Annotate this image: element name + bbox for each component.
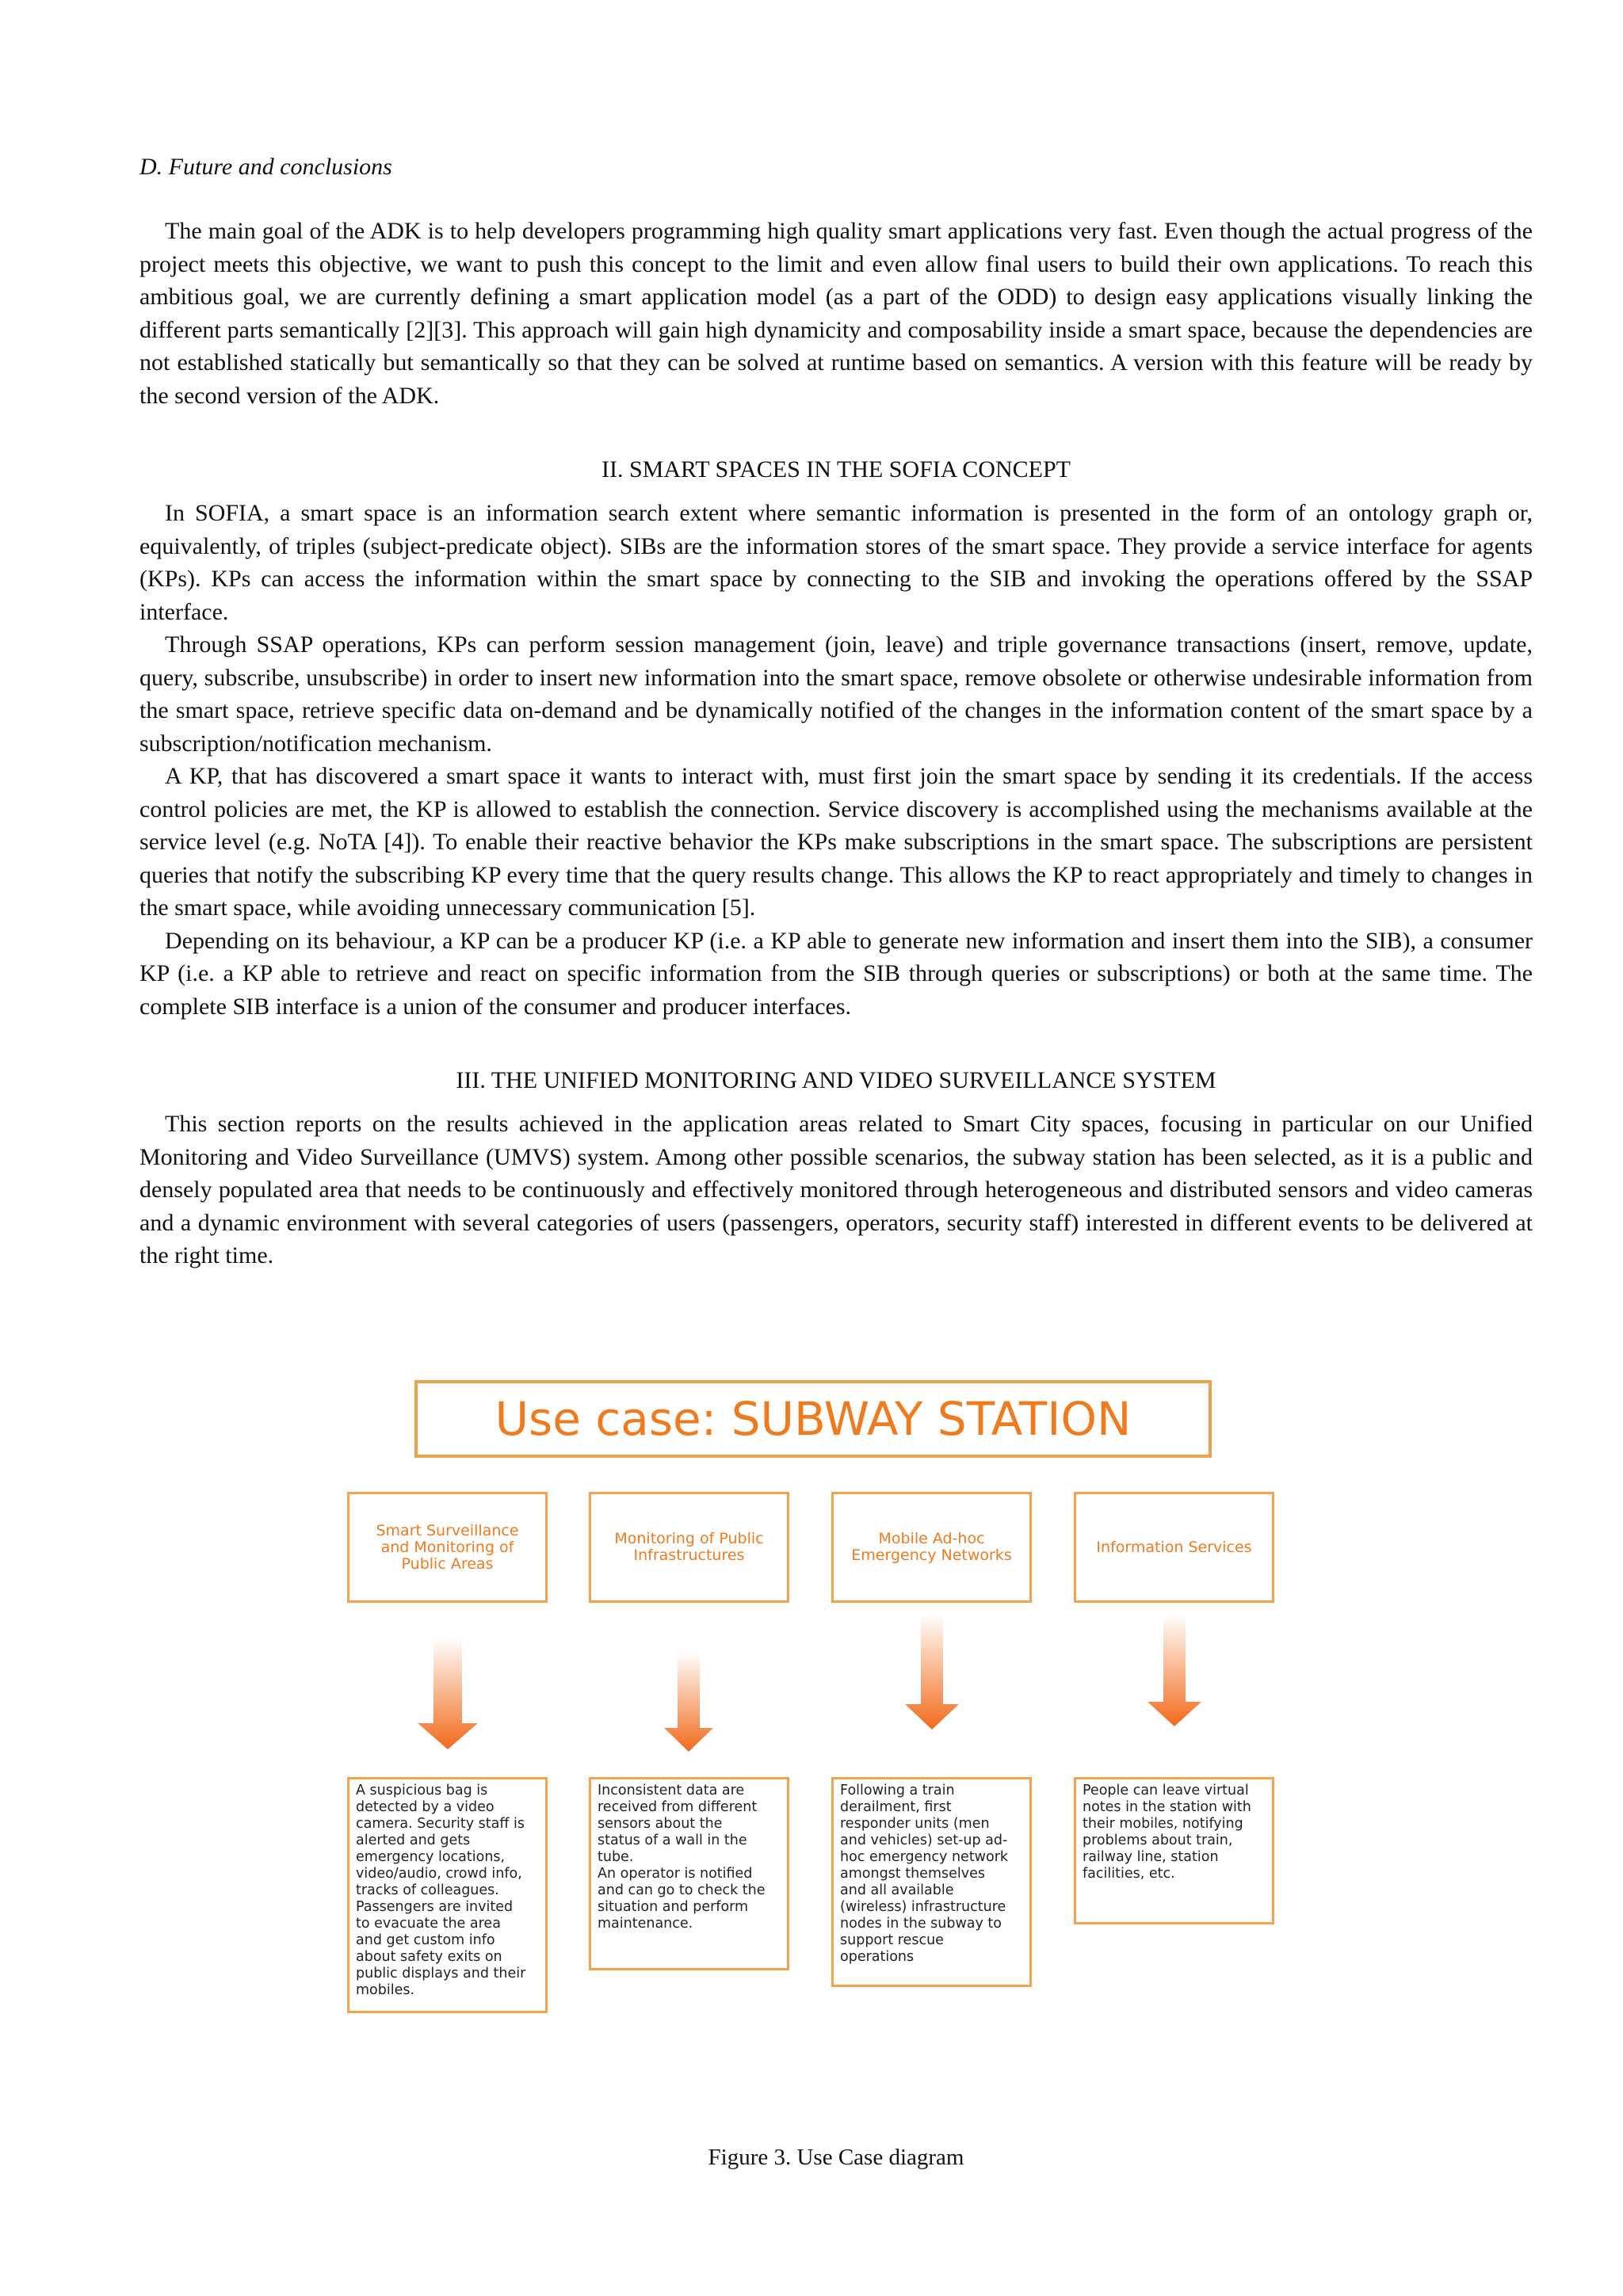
section-ii-paragraph: Through SSAP operations, KPs can perform session management (join, leave) and triple governance transactions (insert, remove, update, query, subscribe, unsubscribe) in order to insert new information into the smart space, remove obsolete or otherwise undesirable information from the smart space, retrieve specific data on-demand and be dynamically notified of the changes in the information content of the smart space by a subscription/notification mechanism.	[139, 631, 1533, 757]
use-case-heading-box: Information Services	[1074, 1492, 1274, 1603]
section-d-paragraph: The main goal of the ADK is to help developers programming high quality smart applications very fast. Even though the actual progress of the project meets this objective, we want to push this concept to the limit and even allow final users to build their own applications. To reach this ambitious goal, we are currently defining a smart application model (as a part of the ODD) to design easy applications visually linking the different parts semantically [2][3]. This approach will gain high dynamicity and composability inside a smart space, because the dependencies are not established statically but semantically so that they can be solved at runtime based on semantics. A version with this feature will be ready by the second version of the ADK.	[139, 218, 1533, 409]
section-ii-heading: II. SMART SPACES IN THE SOFIA CONCEPT	[601, 456, 1071, 482]
use-case-diagram	[139, 1380, 1533, 2109]
down-arrow-icon	[418, 1638, 478, 1749]
down-arrow-icon	[1148, 1615, 1201, 1726]
use-case-detail-box: Following a train derailment, first responder units (men and vehicles) set-up ad- hoc emergency network amongst themselves and all available (wireless) infrastructure nodes in the subway to support rescue operations	[831, 1777, 1032, 1987]
use-case-heading-box: Mobile Ad-hoc Emergency Networks	[831, 1492, 1032, 1603]
use-case-heading-box: Smart Surveillance and Monitoring of Public Areas	[347, 1492, 548, 1603]
down-arrow-icon	[905, 1614, 959, 1730]
paper-page	[139, 151, 1533, 2170]
section-iii-heading: III. THE UNIFIED MONITORING AND VIDEO SURVEILLANCE SYSTEM	[456, 1067, 1216, 1093]
section-iii-paragraph: This section reports on the results achieved in the application areas related to Smart City spaces, focusing in particular on our Unified Monitoring and Video Surveillance (UMVS) system. Among other possible scenarios, the subway station has been selected, as it is a public and densely populated area that needs to be continuously and effectively monitored through heterogeneous and distributed sensors and video cameras and a dynamic environment with several categories of users (passengers, operators, security staff) interested in different events to be delivered at the right time.	[139, 1111, 1533, 1268]
use-case-detail-box: Inconsistent data are received from different sensors about the status of a wall in the tube. An operator is notified and can go to check the situation and perform maintenance.	[589, 1777, 789, 1970]
figure-caption: Figure 3. Use Case diagram	[708, 2145, 964, 2170]
use-case-detail-box: A suspicious bag is detected by a video camera. Security staff is alerted and gets emergency locations, video/audio, crowd info, tracks of colleagues. Passengers are invited to evacuate the area and get custom info about safety exits on public displays and their mobiles.	[347, 1777, 548, 2013]
diagram-title: Use case: SUBWAY STATION	[414, 1380, 1212, 1458]
section-ii-paragraph: In SOFIA, a smart space is an information search extent where semantic information is presented in the form of an ontology graph or, equivalently, of triples (subject-predicate object). SIBs are the information stores of the smart space. They provide a service interface for agents (KPs). KPs can access the information within the smart space by connecting to the SIB and invoking the operations offered by the SSAP interface.	[139, 500, 1533, 625]
use-case-heading-box: Monitoring of Public Infrastructures	[589, 1492, 789, 1603]
use-case-detail-box: People can leave virtual notes in the station with their mobiles, notifying problems about train, railway line, station facilities, etc.	[1074, 1777, 1274, 1924]
down-arrow-icon	[664, 1652, 713, 1752]
section-ii-paragraph: A KP, that has discovered a smart space it wants to interact with, must first join the smart space by sending it its credentials. If the access control policies are met, the KP is allowed to establish the connection. Service discovery is accomplished using the mechanisms available at the service level (e.g. NoTA [4]). To enable their reactive behavior the KPs make subscriptions in the smart space. The subscriptions are persistent queries that notify the subscribing KP every time that the query results change. This allows the KP to react appropriately and timely to changes in the smart space, while avoiding unnecessary communication [5].	[139, 763, 1533, 921]
section-d-heading: D. Future and conclusions	[139, 154, 392, 180]
section-ii-paragraph: Depending on its behaviour, a KP can be a producer KP (i.e. a KP able to generate new information and insert them into the SIB), a consumer KP (i.e. a KP able to retrieve and react on specific information from the SIB through queries or subscriptions) or both at the same time. The complete SIB interface is a union of the consumer and producer interfaces.	[139, 927, 1533, 1020]
